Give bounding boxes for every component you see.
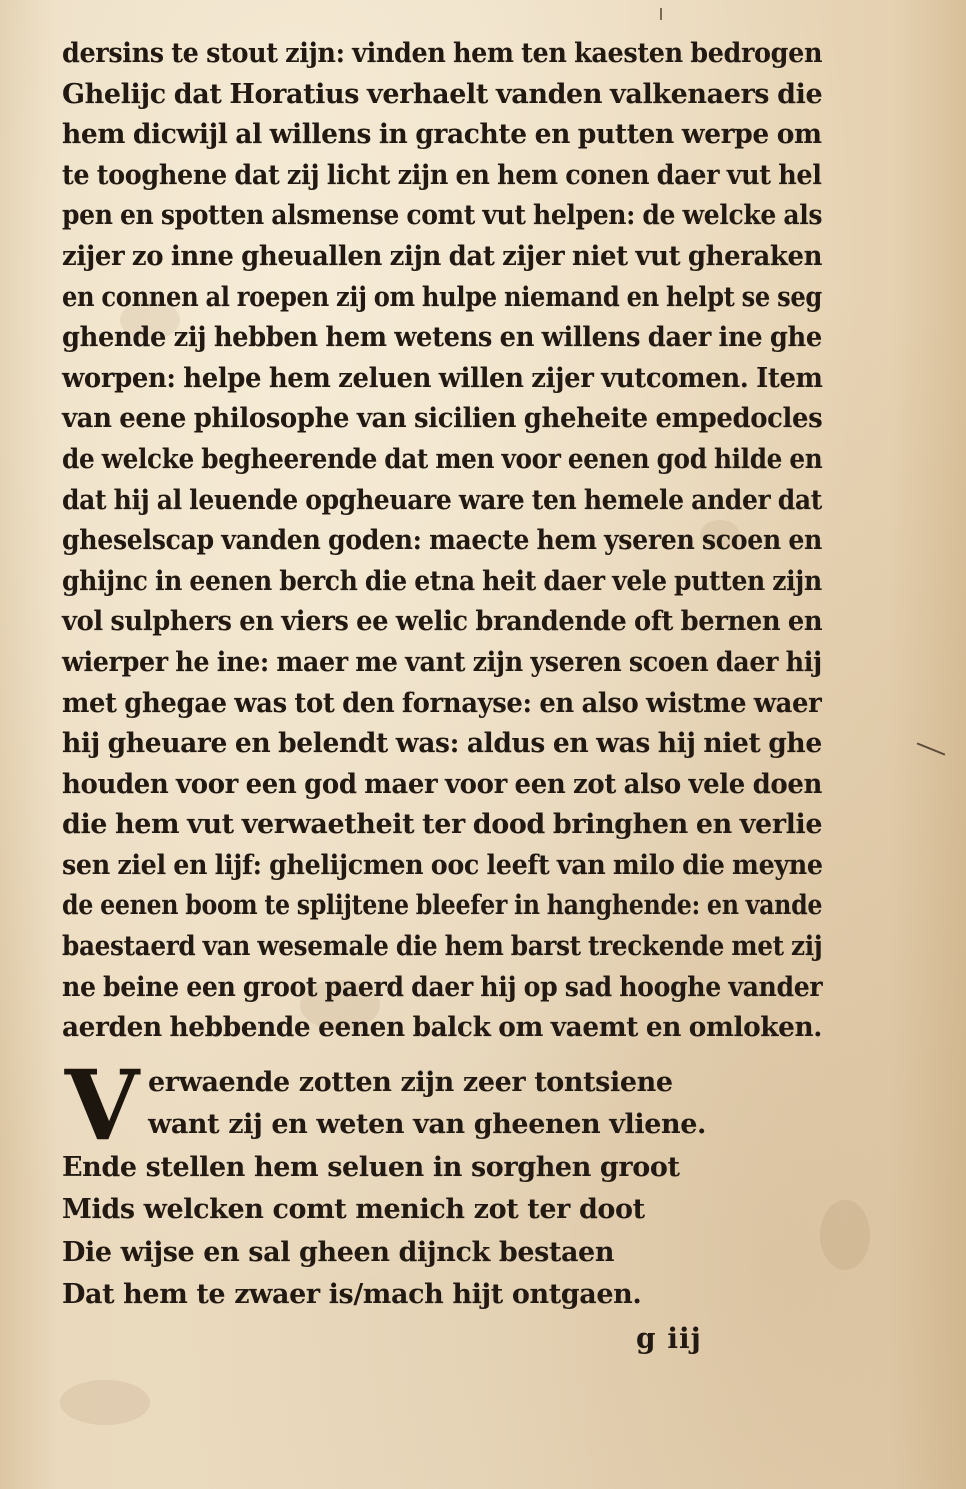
text-line: dat hij al leuende opgheuare ware ten hemele ander dat	[62, 484, 822, 516]
verse-line: want zij en weten van gheenen vliene.	[148, 1109, 707, 1141]
text-line: hij gheuare en belendt was: aldus en was hij niet ghe	[62, 728, 822, 760]
text-line: wierper he ine: maer me vant zijn yseren scoen daer hij	[62, 646, 822, 678]
text-line: gheselscap vanden goden: maecte hem yseren scoen en	[62, 525, 823, 557]
verse-block	[62, 1049, 782, 1316]
text-line: houden voor een god maer voor een zot also vele doen	[62, 768, 822, 800]
signature-mark: g iij	[636, 1322, 702, 1355]
text-line: hem dicwijl al willens in grachte en putten werpe om	[62, 119, 822, 151]
text-line: ghijnc in eenen berch die etna heit daer vele putten zijn	[62, 565, 822, 597]
prose-text	[62, 34, 822, 1049]
verse-line: Ende stellen hem seluen in sorghen groot	[62, 1151, 680, 1183]
text-line: sen ziel en lijf: ghelijcmen ooc leeft van milo die meyne	[62, 849, 823, 881]
text-line: pen en spotten alsmense comt vut helpen: de welcke als	[62, 200, 823, 232]
verse-line: Dat hem te zwaer is/mach hijt ontgaen.	[62, 1278, 642, 1310]
verse-line: Mids welcken comt menich zot ter doot	[62, 1194, 645, 1226]
text-line: de eenen boom te splijtene bleefer in hanghende: en vande	[62, 890, 823, 922]
verse-line: erwaende zotten zijn zeer tontsiene	[148, 1067, 673, 1098]
text-line: zijer zo inne gheuallen zijn dat zijer niet vut gheraken	[62, 240, 823, 272]
verse-line: Die wijse en sal gheen dijnck bestaen	[62, 1236, 615, 1268]
text-line: te tooghene dat zij licht zijn en hem conen daer vut hel	[62, 159, 822, 191]
margin-mark	[917, 742, 946, 755]
text-line: vol sulphers en viers ee welic brandende oft bernen en	[62, 606, 823, 638]
text-line: en connen al roepen zij om hulpe niemand en helpt se seg	[62, 281, 822, 313]
text-line: dersins te stout zijn: vinden hem ten kaesten bedrogen	[62, 38, 823, 69]
text-line: ne beine een groot paerd daer hij op sad hooghe vander	[62, 971, 823, 1003]
text-line: die hem vut verwaetheit ter dood bringhen en verlie	[62, 809, 823, 841]
text-line: met ghegae was tot den fornayse: en also wistme waer	[62, 687, 822, 719]
text-line: de welcke begheerende dat men voor eenen god hilde en	[62, 443, 823, 475]
drop-cap-initial: V	[64, 1049, 140, 1162]
printer-mark	[660, 8, 662, 20]
text-line: Ghelijc dat Horatius verhaelt vanden valkenaers die	[62, 78, 823, 110]
text-line: aerden hebbende eenen balck om vaemt en omloken.	[62, 1012, 823, 1044]
text-line: van eene philosophe van sicilien gheheite empedocles	[62, 403, 823, 435]
text-line: worpen: helpe hem zeluen willen zijer vutcomen. Item	[62, 362, 823, 394]
text-line: baestaerd van wesemale die hem barst treckende met zij	[62, 931, 823, 963]
text-line: ghende zij hebben hem wetens en willens daer ine ghe	[62, 322, 822, 354]
